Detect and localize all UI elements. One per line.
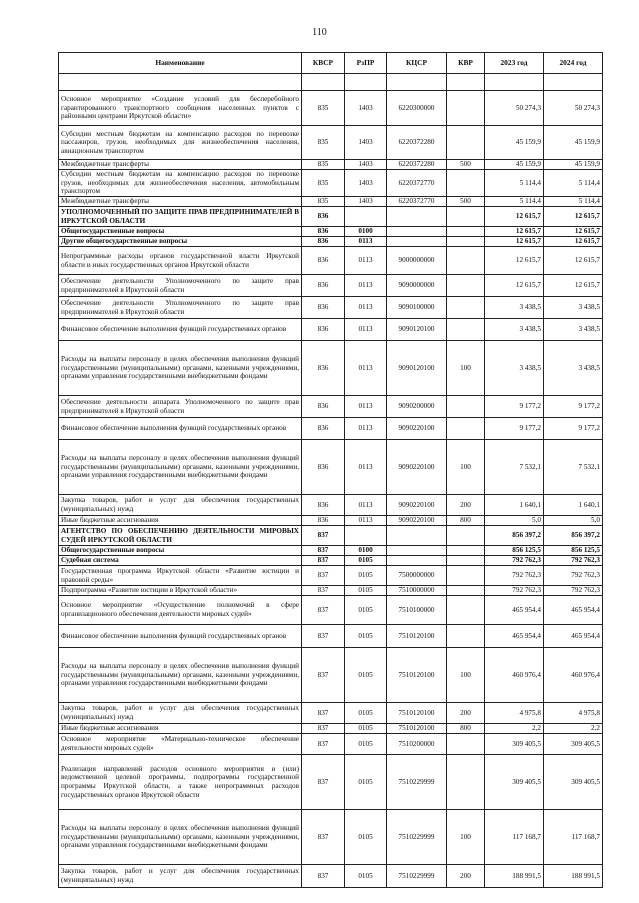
- row-kvr: [447, 319, 485, 341]
- row-name: Обеспечение деятельности Уполномоченного по защите прав предпринимателей в Иркутской области: [59, 297, 302, 319]
- row-kvr: 100: [447, 810, 485, 865]
- row-kvr: [447, 170, 485, 197]
- row-name: Субсидии местным бюджетам на компенсацию расходов по перевозке пассажиров, грузов, необходимых для жизнеобеспечения населения, авиационным транспортом: [59, 126, 302, 160]
- row-name: Расходы на выплаты персоналу в целях обеспечения выполнения функций государственными (муниципальными) органами, казенными учреждениями, органами управления государственными внебюджетными фондами: [59, 648, 302, 703]
- row-kvr: [447, 74, 485, 91]
- row-name: Финансовое обеспечение выполнения функций государственных органов: [59, 319, 302, 341]
- row-kcsr: 6220372280: [387, 126, 447, 160]
- row-rzpr: 0113: [345, 516, 387, 526]
- row-rzpr: 0100: [345, 227, 387, 237]
- table-row: [59, 734, 603, 755]
- row-2023: [485, 74, 544, 91]
- table-row: [59, 703, 603, 724]
- row-kcsr: 7510100000: [387, 596, 447, 625]
- table-row: [59, 160, 603, 170]
- budget-table: [58, 52, 603, 888]
- row-kvr: 200: [447, 703, 485, 724]
- row-2023: 12 615,7: [485, 237, 544, 247]
- row-kcsr: [387, 227, 447, 237]
- row-2023: 50 274,3: [485, 91, 544, 126]
- row-kcsr: 7510229999: [387, 810, 447, 865]
- row-rzpr: 0105: [345, 703, 387, 724]
- row-2024: 465 954,4: [544, 596, 603, 625]
- row-2024: 9 177,2: [544, 396, 603, 418]
- row-kcsr: 9090100000: [387, 297, 447, 319]
- row-kvsr: 836: [302, 495, 345, 516]
- row-kvsr: 835: [302, 197, 345, 207]
- row-rzpr: [345, 74, 387, 91]
- header-2023: 2023 год: [485, 53, 544, 74]
- row-kvsr: 837: [302, 556, 345, 566]
- row-2024: 4 975,8: [544, 703, 603, 724]
- row-kvsr: 837: [302, 734, 345, 755]
- row-2023: 3 438,5: [485, 341, 544, 396]
- table-row: [59, 275, 603, 297]
- row-kvsr: 837: [302, 526, 345, 546]
- row-2024: 50 274,3: [544, 91, 603, 126]
- row-rzpr: 0105: [345, 566, 387, 586]
- row-name: Финансовое обеспечение выполнения функций государственных органов: [59, 625, 302, 648]
- table-row: [59, 197, 603, 207]
- row-rzpr: 0113: [345, 440, 387, 495]
- row-rzpr: 0100: [345, 546, 387, 556]
- row-kcsr: 7510120100: [387, 648, 447, 703]
- row-2023: 45 159,9: [485, 160, 544, 170]
- row-name: Обеспечение деятельности аппарата Уполномоченного по защите прав предпринимателей в Иркутской области: [59, 396, 302, 418]
- table-row: [59, 418, 603, 440]
- row-kcsr: 9090220100: [387, 418, 447, 440]
- row-name: Основное мероприятие «Создание условий для бесперебойного гарантированного транспортного сообщения населенных пунктов с районными центрами Иркутской области»: [59, 91, 302, 126]
- row-kvsr: 836: [302, 247, 345, 275]
- row-kcsr: 7510000000: [387, 586, 447, 596]
- table-row: [59, 396, 603, 418]
- row-2024: 12 615,7: [544, 237, 603, 247]
- row-kvr: [447, 755, 485, 810]
- row-kvsr: 837: [302, 724, 345, 734]
- row-kvsr: 837: [302, 566, 345, 586]
- row-rzpr: 0105: [345, 586, 387, 596]
- row-name: Общегосударственные вопросы: [59, 546, 302, 556]
- row-2024: 5 114,4: [544, 170, 603, 197]
- table-row: [59, 170, 603, 197]
- row-2024: 309 405,5: [544, 734, 603, 755]
- row-2023: 1 640,1: [485, 495, 544, 516]
- row-kcsr: 6220300000: [387, 91, 447, 126]
- row-rzpr: 0105: [345, 724, 387, 734]
- row-rzpr: [345, 526, 387, 546]
- row-rzpr: 0113: [345, 247, 387, 275]
- row-2023: 465 954,4: [485, 625, 544, 648]
- row-name: Межбюджетные трансферты: [59, 160, 302, 170]
- table-row: [59, 810, 603, 865]
- table-row: [59, 495, 603, 516]
- row-2023: 7 532,1: [485, 440, 544, 495]
- row-kvsr: 835: [302, 160, 345, 170]
- row-name: Другие общегосударственные вопросы: [59, 237, 302, 247]
- row-rzpr: 0113: [345, 237, 387, 247]
- row-kvr: 800: [447, 724, 485, 734]
- row-2024: 856 125,5: [544, 546, 603, 556]
- row-name: Финансовое обеспечение выполнения функций государственных органов: [59, 418, 302, 440]
- row-kvsr: 835: [302, 91, 345, 126]
- row-2024: [544, 74, 603, 91]
- row-2023: 792 762,3: [485, 566, 544, 586]
- row-2024: 792 762,3: [544, 566, 603, 586]
- table-row: [59, 440, 603, 495]
- row-kcsr: 9090200000: [387, 396, 447, 418]
- table-row: [59, 247, 603, 275]
- row-kvsr: 837: [302, 810, 345, 865]
- row-2023: 856 397,2: [485, 526, 544, 546]
- row-2024: 12 615,7: [544, 207, 603, 227]
- row-kvr: 200: [447, 495, 485, 516]
- row-2024: 45 159,9: [544, 160, 603, 170]
- row-2024: 45 159,9: [544, 126, 603, 160]
- row-kcsr: [387, 546, 447, 556]
- row-kcsr: [387, 237, 447, 247]
- table-row: [59, 546, 603, 556]
- table-row: [59, 516, 603, 526]
- row-2024: 792 762,3: [544, 556, 603, 566]
- row-2023: 5,0: [485, 516, 544, 526]
- row-rzpr: 0105: [345, 865, 387, 888]
- row-2023: 3 438,5: [485, 297, 544, 319]
- row-kvr: [447, 297, 485, 319]
- row-kcsr: [387, 207, 447, 227]
- row-kvr: 500: [447, 160, 485, 170]
- row-kvsr: 836: [302, 207, 345, 227]
- table-row: [59, 724, 603, 734]
- row-2024: 12 615,7: [544, 227, 603, 237]
- row-kvr: [447, 126, 485, 160]
- row-kvr: 200: [447, 865, 485, 888]
- row-kcsr: 7510200000: [387, 734, 447, 755]
- row-kvr: [447, 237, 485, 247]
- row-kcsr: 6220372770: [387, 197, 447, 207]
- row-kvsr: 836: [302, 516, 345, 526]
- row-2023: 792 762,3: [485, 586, 544, 596]
- row-2024: 7 532,1: [544, 440, 603, 495]
- row-2024: 309 405,5: [544, 755, 603, 810]
- row-kcsr: 7510120100: [387, 625, 447, 648]
- row-name: Иные бюджетные ассигнования: [59, 724, 302, 734]
- row-rzpr: 1403: [345, 126, 387, 160]
- row-name: Государственная программа Иркутской области «Развитие юстиции и правовой среды»: [59, 566, 302, 586]
- row-2024: 12 615,7: [544, 275, 603, 297]
- row-name: Межбюджетные трансферты: [59, 197, 302, 207]
- table-row: [59, 556, 603, 566]
- row-2023: 5 114,4: [485, 197, 544, 207]
- row-kcsr: 9090120100: [387, 341, 447, 396]
- header-kvsr: КВСР: [302, 53, 345, 74]
- row-name: Расходы на выплаты персоналу в целях обеспечения выполнения функций государственными (муниципальными) органами, казенными учреждениями, органами управления государственными внебюджетными фондами: [59, 341, 302, 396]
- header-2024: 2024 год: [544, 53, 603, 74]
- row-kcsr: 9000000000: [387, 247, 447, 275]
- row-kvsr: 837: [302, 546, 345, 556]
- table-row: [59, 91, 603, 126]
- row-kvsr: 835: [302, 170, 345, 197]
- row-name: АГЕНТСТВО ПО ОБЕСПЕЧЕНИЮ ДЕЯТЕЛЬНОСТИ МИРОВЫХ СУДЕЙ ИРКУТСКОЙ ОБЛАСТИ: [59, 526, 302, 546]
- table-row: [59, 566, 603, 586]
- row-kvr: 800: [447, 516, 485, 526]
- row-kvsr: 837: [302, 755, 345, 810]
- row-kcsr: 9090000000: [387, 275, 447, 297]
- table-header-row: [59, 53, 603, 74]
- row-2023: 12 615,7: [485, 275, 544, 297]
- row-kvr: 100: [447, 341, 485, 396]
- header-rzpr: РзПР: [345, 53, 387, 74]
- table-row: [59, 126, 603, 160]
- table-row: [59, 586, 603, 596]
- row-kvsr: 836: [302, 396, 345, 418]
- row-kcsr: [387, 556, 447, 566]
- row-kcsr: 9090220100: [387, 516, 447, 526]
- row-rzpr: 0113: [345, 495, 387, 516]
- row-rzpr: 0113: [345, 297, 387, 319]
- row-name: Судебная система: [59, 556, 302, 566]
- row-2024: 460 976,4: [544, 648, 603, 703]
- row-kvr: [447, 418, 485, 440]
- row-2023: 465 954,4: [485, 596, 544, 625]
- row-name: УПОЛНОМОЧЕННЫЙ ПО ЗАЩИТЕ ПРАВ ПРЕДПРИНИМАТЕЛЕЙ В ИРКУТСКОЙ ОБЛАСТИ: [59, 207, 302, 227]
- row-name: [59, 74, 302, 91]
- row-2024: 3 438,5: [544, 297, 603, 319]
- row-2024: 856 397,2: [544, 526, 603, 546]
- row-kvr: [447, 396, 485, 418]
- row-name: Основное мероприятие «Осуществление полномочий в сфере организационного обеспечения деятельности мировых судей»: [59, 596, 302, 625]
- row-name: Подпрограмма «Развитие юстиции в Иркутской области»: [59, 586, 302, 596]
- row-2023: 309 405,5: [485, 734, 544, 755]
- row-2023: 2,2: [485, 724, 544, 734]
- row-kcsr: 7500000000: [387, 566, 447, 586]
- row-name: Основное мероприятие «Материально-техническое обеспечение деятельности мировых судей»: [59, 734, 302, 755]
- row-2023: 12 615,7: [485, 227, 544, 237]
- row-kvsr: 837: [302, 703, 345, 724]
- row-rzpr: 1403: [345, 170, 387, 197]
- row-name: Непрограммные расходы органов государственной власти Иркутской области и иных государственных органов Иркутской области: [59, 247, 302, 275]
- row-2024: 3 438,5: [544, 341, 603, 396]
- row-kvr: [447, 556, 485, 566]
- row-kcsr: 7510120100: [387, 703, 447, 724]
- row-name: Закупка товаров, работ и услуг для обеспечения государственных (муниципальных) нужд: [59, 703, 302, 724]
- table-row: [59, 596, 603, 625]
- row-kvsr: [302, 74, 345, 91]
- row-kvr: [447, 734, 485, 755]
- row-2023: 3 438,5: [485, 319, 544, 341]
- row-2023: 856 125,5: [485, 546, 544, 556]
- row-2024: 5 114,4: [544, 197, 603, 207]
- row-kcsr: 6220372280: [387, 160, 447, 170]
- row-kvr: [447, 586, 485, 596]
- row-kvsr: 836: [302, 319, 345, 341]
- row-2023: 9 177,2: [485, 396, 544, 418]
- row-2024: 12 615,7: [544, 247, 603, 275]
- row-kvsr: 836: [302, 297, 345, 319]
- row-kvr: 100: [447, 648, 485, 703]
- row-kvsr: 837: [302, 648, 345, 703]
- row-kvr: [447, 546, 485, 556]
- row-kvr: [447, 625, 485, 648]
- row-kvsr: 836: [302, 418, 345, 440]
- table-row: [59, 865, 603, 888]
- row-kvsr: 836: [302, 227, 345, 237]
- table-row: [59, 648, 603, 703]
- header-name: Наименование: [59, 53, 302, 74]
- table-row: [59, 625, 603, 648]
- row-rzpr: 0113: [345, 319, 387, 341]
- row-rzpr: 0113: [345, 396, 387, 418]
- row-2024: 792 762,3: [544, 586, 603, 596]
- row-rzpr: 0113: [345, 418, 387, 440]
- row-2023: 45 159,9: [485, 126, 544, 160]
- header-kcsr: КЦСР: [387, 53, 447, 74]
- row-kvsr: 837: [302, 865, 345, 888]
- row-2023: 460 976,4: [485, 648, 544, 703]
- row-rzpr: 0105: [345, 734, 387, 755]
- row-kvsr: 836: [302, 341, 345, 396]
- row-2024: 465 954,4: [544, 625, 603, 648]
- row-kcsr: 7510120100: [387, 724, 447, 734]
- table-row: [59, 237, 603, 247]
- row-rzpr: [345, 207, 387, 227]
- row-kvsr: 836: [302, 440, 345, 495]
- row-2024: 9 177,2: [544, 418, 603, 440]
- table-row: [59, 207, 603, 227]
- row-2023: 309 405,5: [485, 755, 544, 810]
- table-row: [59, 319, 603, 341]
- row-name: Расходы на выплаты персоналу в целях обеспечения выполнения функций государственными (муниципальными) органами, казенными учреждениями, органами управления государственными внебюджетными фондами: [59, 440, 302, 495]
- row-2023: 792 762,3: [485, 556, 544, 566]
- row-name: Общегосударственные вопросы: [59, 227, 302, 237]
- row-2023: 12 615,7: [485, 207, 544, 227]
- row-kcsr: 9090220100: [387, 495, 447, 516]
- row-2023: 5 114,4: [485, 170, 544, 197]
- row-rzpr: 0105: [345, 556, 387, 566]
- row-2024: 5,0: [544, 516, 603, 526]
- row-kvsr: 837: [302, 625, 345, 648]
- row-rzpr: 0105: [345, 596, 387, 625]
- row-rzpr: 0105: [345, 810, 387, 865]
- row-rzpr: 1403: [345, 91, 387, 126]
- table-row: [59, 297, 603, 319]
- row-2024: 1 640,1: [544, 495, 603, 516]
- row-name: Иные бюджетные ассигнования: [59, 516, 302, 526]
- page-number: 110: [312, 27, 327, 38]
- row-2023: 9 177,2: [485, 418, 544, 440]
- row-kvsr: 837: [302, 586, 345, 596]
- row-2023: 188 991,5: [485, 865, 544, 888]
- row-kcsr: 6220372770: [387, 170, 447, 197]
- row-kcsr: 7510229999: [387, 865, 447, 888]
- row-rzpr: 1403: [345, 160, 387, 170]
- row-2023: 4 975,8: [485, 703, 544, 724]
- row-kcsr: 9090120100: [387, 319, 447, 341]
- row-kvr: [447, 275, 485, 297]
- row-kvsr: 836: [302, 237, 345, 247]
- row-rzpr: 1403: [345, 197, 387, 207]
- row-kvr: [447, 247, 485, 275]
- row-kvr: [447, 596, 485, 625]
- row-rzpr: 0105: [345, 648, 387, 703]
- row-2024: 3 438,5: [544, 319, 603, 341]
- row-name: Закупка товаров, работ и услуг для обеспечения государственных (муниципальных) нужд: [59, 865, 302, 888]
- row-kvr: [447, 227, 485, 237]
- row-kvsr: 836: [302, 275, 345, 297]
- row-name: Обеспечение деятельности Уполномоченного по защите прав предпринимателей в Иркутской области: [59, 275, 302, 297]
- row-name: Закупка товаров, работ и услуг для обеспечения государственных (муниципальных) нужд: [59, 495, 302, 516]
- table-row: [59, 755, 603, 810]
- row-kcsr: 9090220100: [387, 440, 447, 495]
- row-kcsr: [387, 526, 447, 546]
- row-2024: 117 168,7: [544, 810, 603, 865]
- row-name: Расходы на выплаты персоналу в целях обеспечения выполнения функций государственными (муниципальными) органами, казенными учреждениями, органами управления государственными внебюджетными фондами: [59, 810, 302, 865]
- row-rzpr: 0113: [345, 341, 387, 396]
- row-kvr: 100: [447, 440, 485, 495]
- row-2024: 2,2: [544, 724, 603, 734]
- row-kvr: [447, 91, 485, 126]
- row-kvr: [447, 566, 485, 586]
- table-row: [59, 526, 603, 546]
- table-row: [59, 74, 603, 91]
- row-name: Реализация направлений расходов основного мероприятия и (или) ведомственной целевой программы, подпрограммы государственной программы Иркутской области, а также непрограммных расходов государственных органов Иркутской области: [59, 755, 302, 810]
- row-rzpr: 0105: [345, 625, 387, 648]
- row-kvr: 500: [447, 197, 485, 207]
- row-kcsr: [387, 74, 447, 91]
- row-kvr: [447, 207, 485, 227]
- row-2024: 188 991,5: [544, 865, 603, 888]
- row-kvsr: 835: [302, 126, 345, 160]
- row-rzpr: 0105: [345, 755, 387, 810]
- row-2023: 12 615,7: [485, 247, 544, 275]
- row-name: Субсидии местным бюджетам на компенсацию расходов по перевозке грузов, необходимых для жизнеобеспечения населения, автомобильным транспортом: [59, 170, 302, 197]
- header-kvr: КВР: [447, 53, 485, 74]
- row-kvr: [447, 526, 485, 546]
- row-kcsr: 7510229999: [387, 755, 447, 810]
- table-row: [59, 227, 603, 237]
- row-rzpr: 0113: [345, 275, 387, 297]
- table-row: [59, 341, 603, 396]
- row-2023: 117 168,7: [485, 810, 544, 865]
- row-kvsr: 837: [302, 596, 345, 625]
